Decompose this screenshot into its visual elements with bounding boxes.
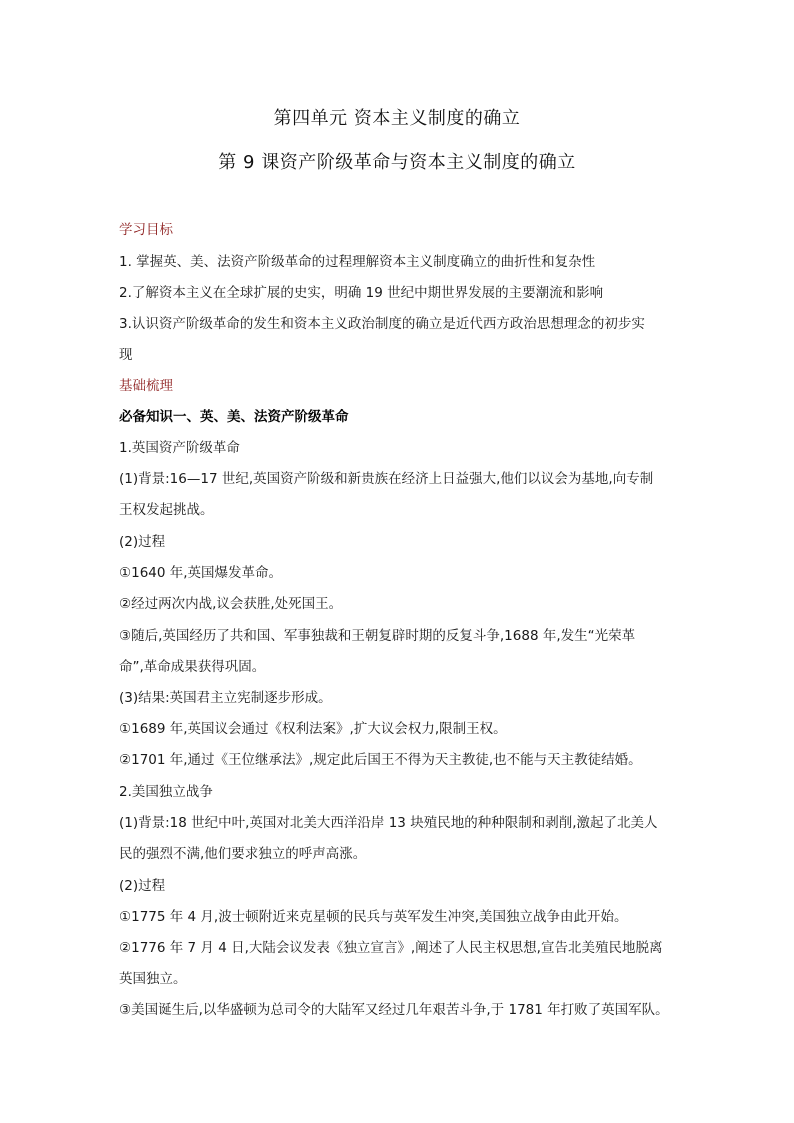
america-process-3: ③美国诞生后,以华盛顿为总司令的大陆军又经过几年艰苦斗争,于 1781 年打败了英国军队。 [119,1002,669,1018]
england-process-1: ①1640 年,英国爆发革命。 [119,565,283,581]
england-background-2: 王权发起挑战。 [119,502,214,518]
england-process-3-cont: 命”,革命成果获得巩固。 [119,659,266,675]
lesson-title: 第 9 课资产阶级革命与资本主义制度的确立 [218,152,576,173]
england-result-2: ②1701 年,通过《王位继承法》,规定此后国王不得为天主教徒,也不能与天主教徒结婚。 [119,752,642,768]
goal-item-3-cont: 现 [119,347,133,363]
america-process-2: ②1776 年 7 月 4 日,大陆会议发表《独立宣言》,阐述了人民主权思想,宣告北美殖民地脱离 [119,940,663,956]
america-heading: 2.美国独立战争 [119,784,213,800]
unit-title: 第四单元 资本主义制度的确立 [273,108,521,129]
england-result-1: ①1689 年,英国议会通过《权利法案》,扩大议会权力,限制王权。 [119,721,507,737]
america-process-heading: (2)过程 [119,878,166,894]
goals-heading: 学习目标 [119,222,173,238]
england-process-heading: (2)过程 [119,534,166,550]
goal-item-1: 1. 掌握英、美、法资产阶级革命的过程理解资本主义制度确立的曲折性和复杂性 [119,254,596,270]
goal-item-3: 3.认识资产阶级革命的发生和资本主义政治制度的确立是近代西方政治思想理念的初步实 [119,316,645,332]
england-process-2: ②经过两次内战,议会获胜,处死国王。 [119,596,343,612]
knowledge-heading: 必备知识一、英、美、法资产阶级革命 [119,409,349,425]
america-process-2-cont: 英国独立。 [119,971,187,987]
england-background-1: (1)背景:16—17 世纪,英国资产阶级和新贵族在经济上日益强大,他们以议会为基地,向专制 [119,471,654,487]
america-process-1: ①1775 年 4 月,波士顿附近来克星顿的民兵与英军发生冲突,美国独立战争由此开始。 [119,909,628,925]
england-result-heading: (3)结果:英国君主立宪制逐步形成。 [119,690,332,706]
basics-heading: 基础梳理 [119,378,173,394]
england-process-3: ③随后,英国经历了共和国、军事独裁和王朝复辟时期的反复斗争,1688 年,发生“光荣革 [119,628,636,644]
england-heading: 1.英国资产阶级革命 [119,440,240,456]
america-background-1: (1)背景:18 世纪中叶,英国对北美大西洋沿岸 13 块殖民地的种种限制和剥削,激起了北美人 [119,815,658,831]
goal-item-2: 2.了解资本主义在全球扩展的史实，明确 19 世纪中期世界发展的主要潮流和影响 [119,285,604,301]
america-background-2: 民的强烈不满,他们要求独立的呼声高涨。 [119,846,367,862]
